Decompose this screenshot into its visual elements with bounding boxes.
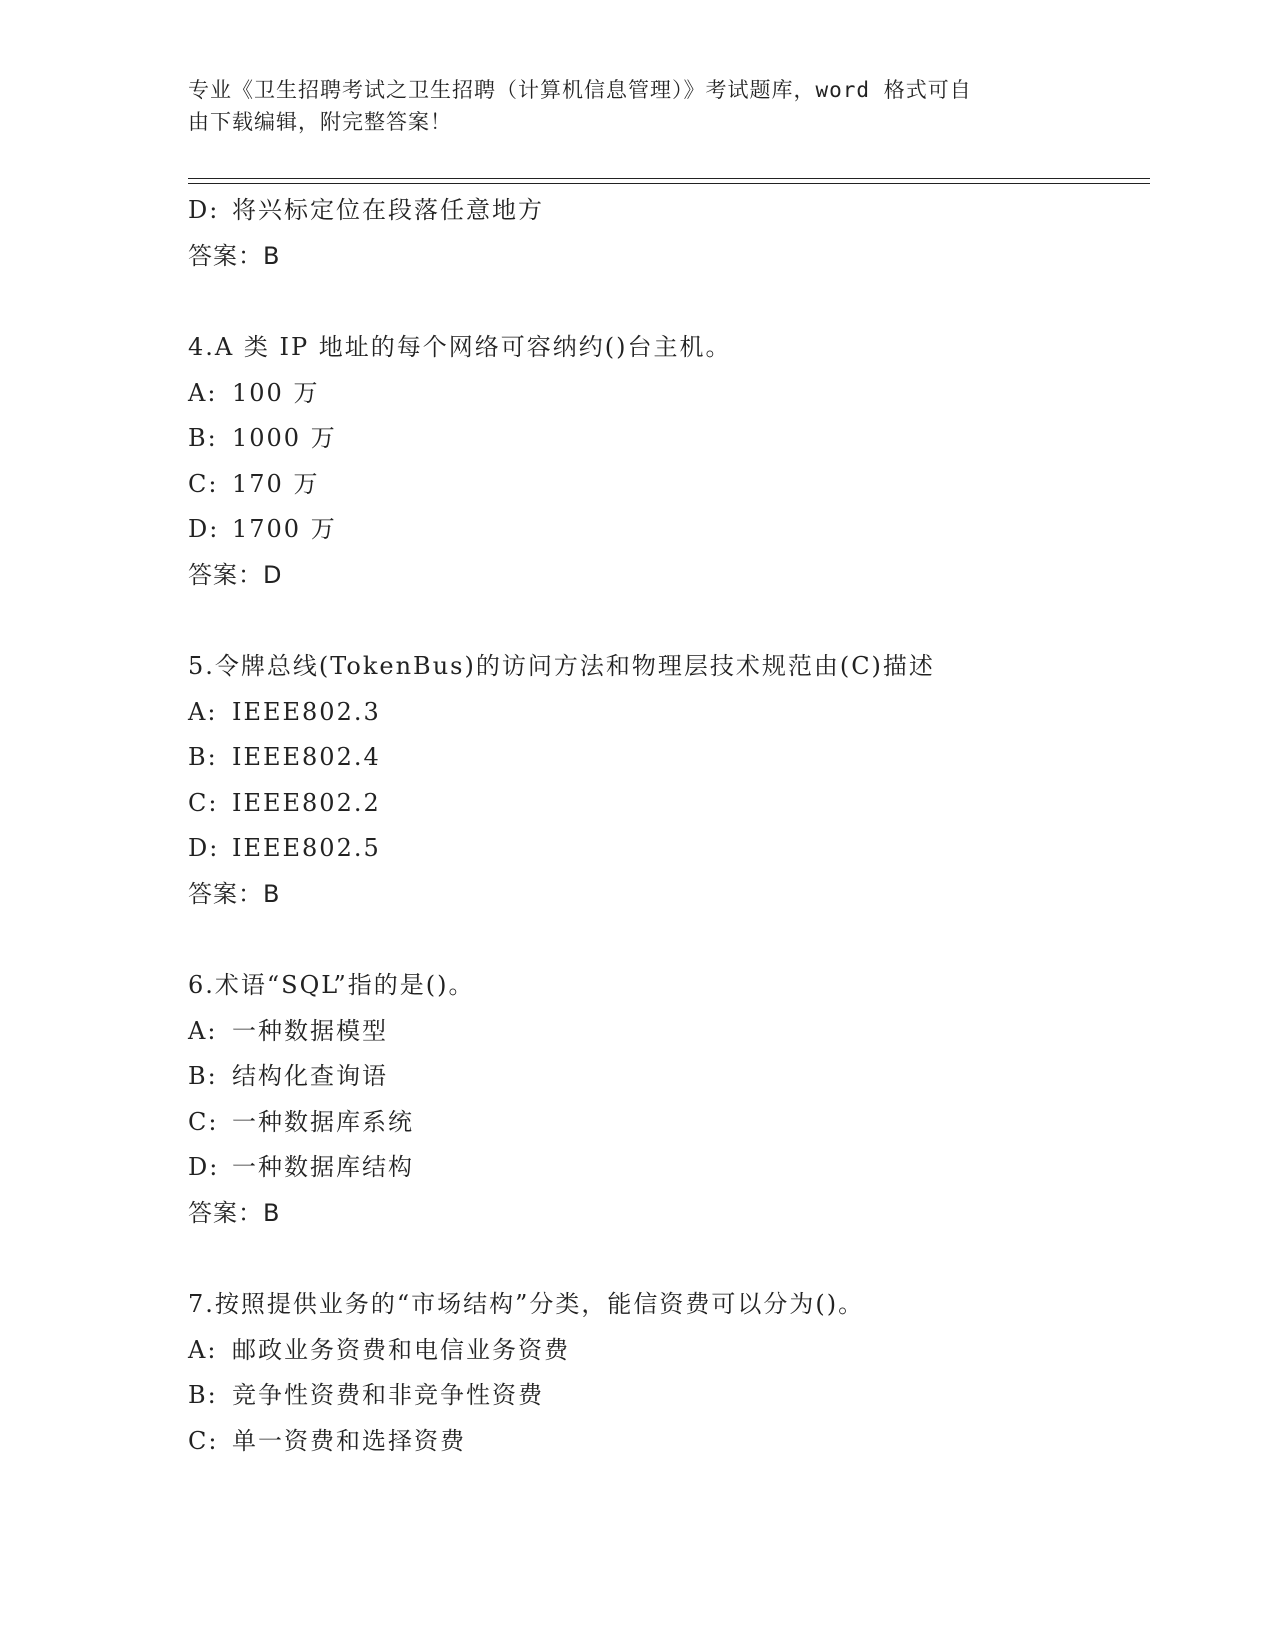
option-text: 邮政业务资费和电信业务资费: [232, 1335, 570, 1364]
header-line-2: 由下载编辑，附完整答案！: [188, 110, 452, 134]
option-c: [188, 1100, 1148, 1146]
option-d: [188, 826, 1148, 872]
option-label: C:: [188, 1426, 219, 1455]
option-c: [188, 781, 1148, 827]
option-a: [188, 1009, 1148, 1055]
option-text: IEEE802.4: [232, 743, 381, 771]
answer: 答案：B: [188, 879, 281, 908]
header-divider-top: [188, 178, 1150, 179]
spacer: [188, 598, 1148, 644]
option-label: A:: [188, 1016, 218, 1045]
option-a: [188, 1328, 1148, 1374]
option-a: [188, 371, 1148, 417]
spacer: [188, 917, 1148, 963]
option-a: [188, 690, 1148, 736]
option-d: [188, 507, 1148, 553]
option-c: [188, 1419, 1148, 1465]
option-text: 竞争性资费和非竞争性资费: [232, 1381, 544, 1409]
option-text: IEEE802.3: [232, 697, 381, 726]
option-text: 100 万: [232, 378, 320, 407]
option-text: 一种数据模型: [232, 1016, 388, 1045]
question-list: [188, 188, 1148, 1464]
option-text: 结构化查询语: [232, 1062, 388, 1090]
question-stem: 4.A 类 IP 地址的每个网络可容纳约()台主机。: [188, 333, 732, 361]
document-header: [188, 74, 1088, 138]
option-b: [188, 1054, 1148, 1100]
question-stem: 5.令牌总线(TokenBus)的访问方法和物理层技术规范由(C)描述: [188, 652, 935, 680]
option-text: 170 万: [232, 469, 320, 498]
option-b: [188, 1373, 1148, 1419]
spacer: [188, 1236, 1148, 1282]
option-label: B:: [188, 1381, 218, 1409]
option-label: B:: [188, 1062, 218, 1090]
option-label: A:: [188, 378, 218, 407]
answer: 答案：B: [188, 241, 281, 270]
header-line-1: 专业《卫生招聘考试之卫生招聘（计算机信息管理）》考试题库，word 格式可自: [188, 78, 972, 102]
option-label: A:: [188, 697, 218, 726]
option-label: D:: [188, 834, 220, 862]
option-label: D:: [188, 515, 220, 543]
header-divider-bottom: [188, 183, 1150, 184]
answer: 答案：B: [188, 1198, 281, 1227]
option-label: B:: [188, 743, 218, 771]
option-b: [188, 416, 1148, 462]
option-text: 一种数据库结构: [232, 1153, 414, 1181]
option-text: 单一资费和选择资费: [232, 1426, 466, 1455]
option-b: [188, 735, 1148, 781]
option-label: C:: [188, 1107, 219, 1136]
option-text: 一种数据库系统: [232, 1107, 414, 1136]
option-text: 1700 万: [232, 515, 337, 543]
option-label: B:: [188, 424, 218, 452]
option-text: IEEE802.5: [232, 834, 381, 862]
option-c: [188, 462, 1148, 508]
question-stem: 7.按照提供业务的“市场结构”分类，能信资费可以分为()。: [188, 1290, 865, 1318]
option-label: C:: [188, 788, 219, 817]
spacer: [188, 279, 1148, 325]
option-label: C:: [188, 469, 219, 498]
option-d: [188, 1145, 1148, 1191]
question-stem: 6.术语“SQL”指的是()。: [188, 971, 475, 999]
option-text: 将兴标定位在段落任意地方: [232, 196, 544, 224]
option-text: IEEE802.2: [232, 788, 381, 817]
option-label: A:: [188, 1335, 218, 1364]
option-label: D:: [188, 196, 220, 224]
option-text: 1000 万: [232, 424, 337, 452]
answer: 答案：D: [188, 560, 283, 589]
option-label: D:: [188, 1153, 220, 1181]
option-d: [188, 188, 1148, 234]
